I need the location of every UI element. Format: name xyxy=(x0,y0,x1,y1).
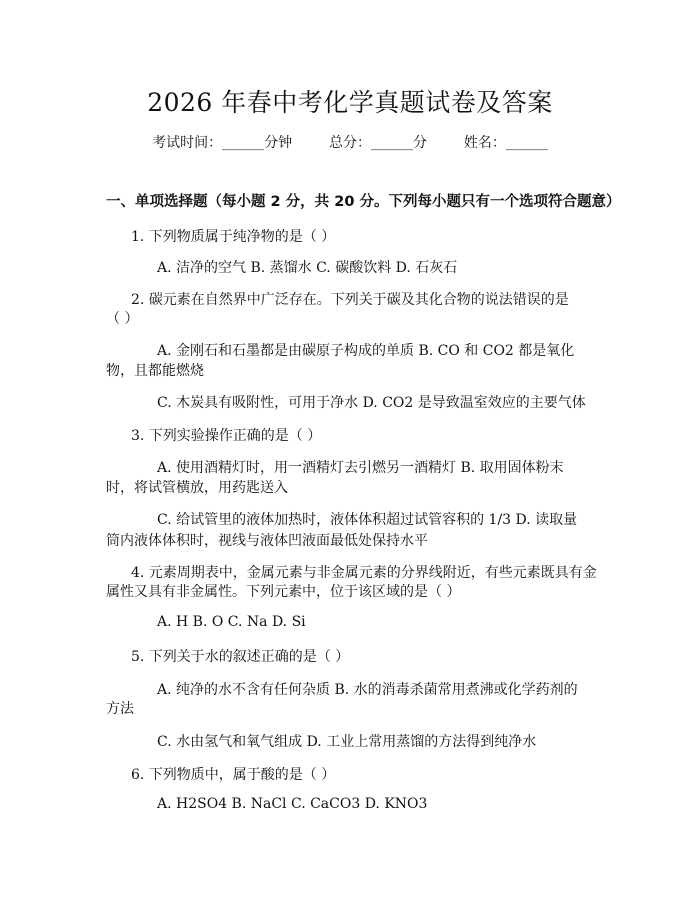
question-3-options-ab: A. 使用酒精灯时，用一酒精灯去引燃另一酒精灯 B. 取用固体粉末 xyxy=(157,460,564,476)
total-score-field: 总分：______分 xyxy=(329,135,427,151)
question-2-stem-continued: （ ） xyxy=(106,311,139,327)
question-4-stem: 4. 元素周期表中，金属元素与非金属元素的分界线附近，有些元素既具有金 xyxy=(131,565,597,581)
question-1-stem: 1. 下列物质属于纯净物的是（ ） xyxy=(131,229,336,245)
student-name-field: 姓名：______ xyxy=(463,135,548,151)
question-2-options-cd: C. 木炭具有吸附性，可用于净水 D. CO2 是导致温室效应的主要气体 xyxy=(157,395,586,411)
exam-meta xyxy=(0,132,700,152)
question-1-options: A. 洁净的空气 B. 蒸馏水 C. 碳酸饮料 D. 石灰石 xyxy=(157,260,458,276)
question-2-options-ab: A. 金刚石和石墨都是由碳原子构成的单质 B. CO 和 CO2 都是氧化 xyxy=(157,343,575,359)
question-6-stem: 6. 下列物质中，属于酸的是（ ） xyxy=(131,767,336,783)
question-5-options-cd: C. 水由氢气和氧气组成 D. 工业上常用蒸馏的方法得到纯净水 xyxy=(157,734,537,750)
question-5-options-ab: A. 纯净的水不含有任何杂质 B. 水的消毒杀菌常用煮沸或化学药剂的 xyxy=(157,682,578,698)
question-3-options-cd-continued: 筒内液体体积时，视线与液体凹液面最低处保持水平 xyxy=(106,533,428,549)
question-4-options: A. H B. O C. Na D. Si xyxy=(157,614,306,630)
exam-time-field: 考试时间：______分钟 xyxy=(152,135,293,151)
question-3-stem: 3. 下列实验操作正确的是（ ） xyxy=(131,428,322,444)
question-2-stem: 2. 碳元素在自然界中广泛存在。下列关于碳及其化合物的说法错误的是 xyxy=(131,292,569,308)
question-4-stem-continued: 属性又具有非金属性。下列元素中，位于该区域的是（ ） xyxy=(106,584,461,600)
question-5-options-ab-continued: 方法 xyxy=(106,701,134,717)
exam-title: 2026 年春中考化学真题试卷及答案 xyxy=(147,88,553,117)
question-6-options: A. H2SO4 B. NaCl C. CaCO3 D. KNO3 xyxy=(157,796,428,812)
section-heading-single-choice: 一、单项选择题（每小题 2 分，共 20 分。下列每小题只有一个选项符合题意） xyxy=(106,194,621,210)
question-2-options-ab-continued: 物，且都能燃烧 xyxy=(106,363,204,379)
question-3-options-cd: C. 给试管里的液体加热时，液体体积超过试管容积的 1/3 D. 读取量 xyxy=(157,512,578,528)
question-3-options-ab-continued: 时，将试管横放，用药匙送入 xyxy=(106,480,288,496)
question-5-stem: 5. 下列关于水的叙述正确的是（ ） xyxy=(131,649,350,665)
